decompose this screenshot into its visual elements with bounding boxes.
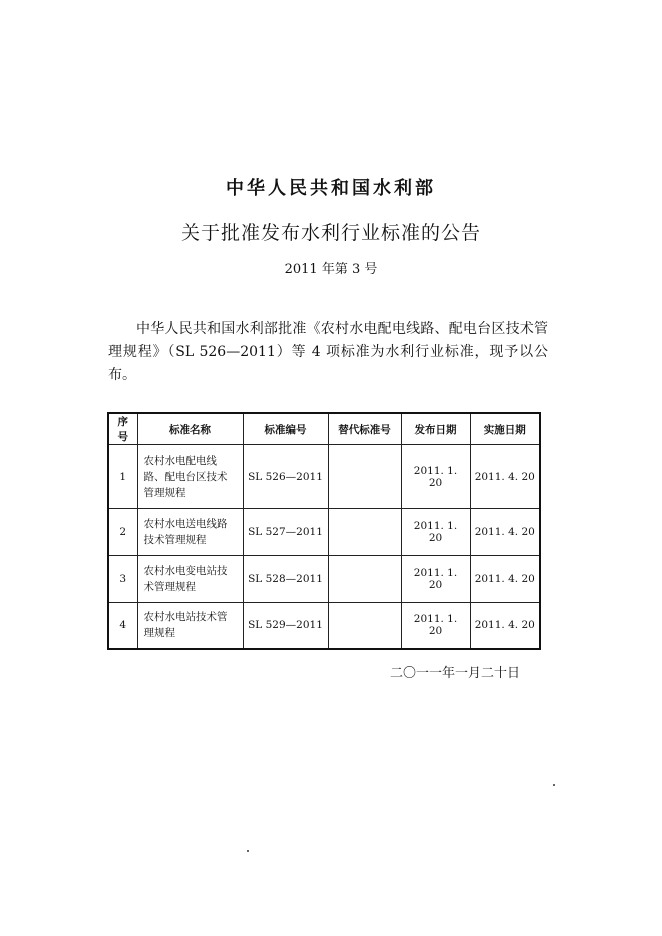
cell-name: 农村水电送电线路技术管理规程	[137, 509, 243, 556]
scan-speck	[553, 784, 555, 786]
scan-speck	[247, 850, 249, 852]
cell-no: 3	[108, 556, 137, 603]
cell-effective: 2011. 4. 20	[470, 445, 540, 509]
cell-replaces	[328, 556, 401, 603]
cell-name: 农村水电站技术管理规程	[137, 603, 243, 649]
cell-no: 1	[108, 445, 137, 509]
ministry-heading: 中华人民共和国水利部	[226, 178, 436, 199]
header-replaces: 替代标准号	[328, 413, 401, 445]
cell-no: 2	[108, 509, 137, 556]
table-header-row	[108, 413, 540, 445]
cell-published: 2011. 1. 20	[401, 603, 470, 649]
cell-effective: 2011. 4. 20	[470, 509, 540, 556]
cell-name: 农村水电配电线路、配电台区技术管理规程	[137, 445, 243, 509]
cell-replaces	[328, 509, 401, 556]
standards-table	[107, 412, 541, 650]
header-published: 发布日期	[401, 413, 470, 445]
cell-effective: 2011. 4. 20	[470, 556, 540, 603]
header-effective: 实施日期	[470, 413, 540, 445]
announcement-title: 关于批准发布水利行业标准的公告	[180, 222, 481, 244]
header-name: 标准名称	[137, 413, 243, 445]
cell-code: SL 526—2011	[243, 445, 328, 509]
table-row	[108, 603, 540, 649]
cell-name: 农村水电变电站技术管理规程	[137, 556, 243, 603]
cell-code: SL 528—2011	[243, 556, 328, 603]
header-code: 标准编号	[243, 413, 328, 445]
header-no: 序号	[108, 413, 137, 445]
cell-effective: 2011. 4. 20	[470, 603, 540, 649]
table-row	[108, 556, 540, 603]
cell-published: 2011. 1. 20	[401, 445, 470, 509]
table-row	[108, 509, 540, 556]
issue-date: 二〇一一年一月二十日	[389, 666, 520, 681]
cell-code: SL 527—2011	[243, 509, 328, 556]
cell-published: 2011. 1. 20	[401, 556, 470, 603]
document-number: 2011 年第 3 号	[284, 262, 378, 277]
cell-code: SL 529—2011	[243, 603, 328, 649]
cell-published: 2011. 1. 20	[401, 509, 470, 556]
announcement-paragraph: 中华人民共和国水利部批准《农村水电配电线路、配电台区技术管理规程》（SL 526—2011）等 4 项标准为水利行业标准，现予以公布。	[108, 321, 548, 383]
cell-replaces	[328, 445, 401, 509]
cell-no: 4	[108, 603, 137, 649]
cell-replaces	[328, 603, 401, 649]
table-row	[108, 445, 540, 509]
